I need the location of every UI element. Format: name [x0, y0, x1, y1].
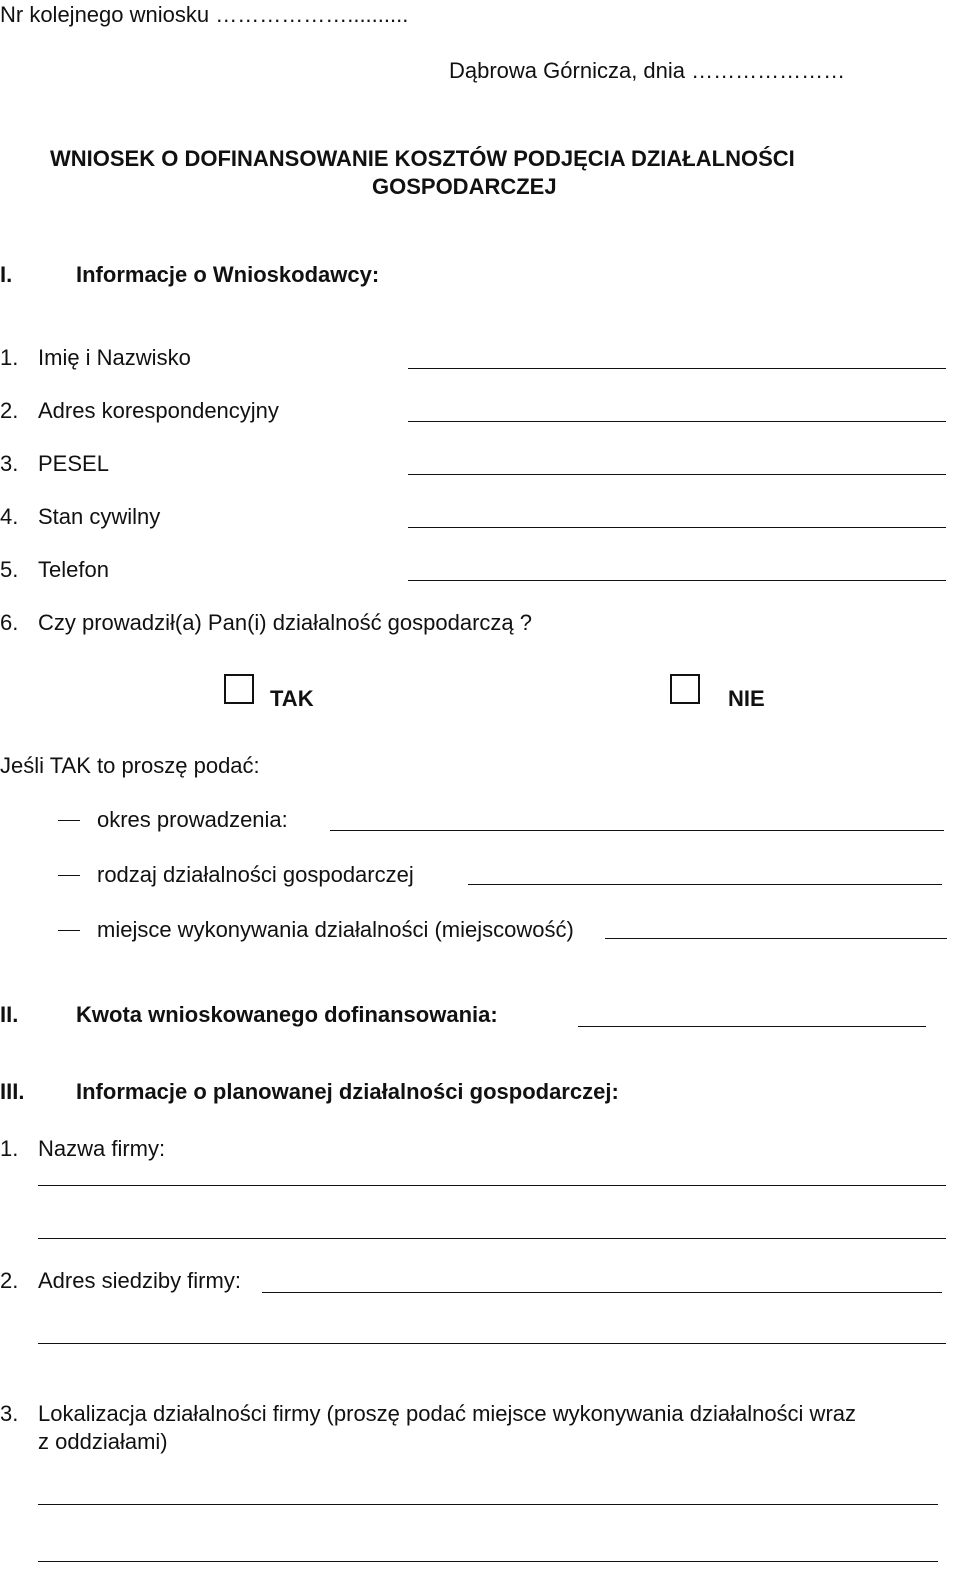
field-line-address[interactable] — [408, 421, 946, 422]
item-number: 2. — [0, 1268, 19, 1293]
field-label-phone: Telefon — [38, 557, 109, 582]
field-line-pesel[interactable] — [408, 474, 946, 475]
section3-number: III. — [0, 1079, 25, 1104]
question-number: 6. — [0, 610, 19, 635]
form-title-line1: WNIOSEK O DOFINANSOWANIE KOSZTÓW PODJĘCIA DZIAŁALNOŚCI — [50, 146, 795, 171]
application-number: Nr kolejnego wniosku ……………….......... — [0, 2, 409, 27]
company-name-line-2[interactable] — [38, 1238, 946, 1239]
detail-label-duration: okres prowadzenia: — [97, 807, 288, 832]
if-yes-instruction: Jeśli TAK to proszę podać: — [0, 753, 260, 778]
company-address-line-2[interactable] — [38, 1343, 946, 1344]
item-label-company-address: Adres siedziby firmy: — [38, 1268, 241, 1293]
field-number: 4. — [0, 504, 19, 529]
form-title-line2: GOSPODARCZEJ — [372, 174, 557, 199]
field-line-name[interactable] — [408, 368, 946, 369]
field-line-phone[interactable] — [408, 580, 946, 581]
dash-bullet — [58, 820, 80, 821]
item-number: 1. — [0, 1136, 19, 1161]
checkbox-yes[interactable] — [224, 674, 254, 704]
location-line-1[interactable] — [38, 1504, 938, 1505]
item-label-location-line1: Lokalizacja działalności firmy (proszę podać miejsce wykonywania działalności wraz — [38, 1401, 857, 1426]
item-label-location-line2: z oddziałami) — [38, 1429, 168, 1454]
section2-number: II. — [0, 1002, 19, 1027]
field-number: 3. — [0, 451, 19, 476]
place-and-date: Dąbrowa Górnicza, dnia ………………… — [449, 58, 846, 83]
detail-line-business-location[interactable] — [605, 938, 947, 939]
section1-heading: Informacje o Wnioskodawcy: — [76, 262, 380, 287]
item-number: 3. — [0, 1401, 19, 1426]
location-line-2[interactable] — [38, 1561, 938, 1562]
field-label-address: Adres korespondencyjny — [38, 398, 279, 423]
field-label-marital-status: Stan cywilny — [38, 504, 161, 529]
section3-heading: Informacje o planowanej działalności gospodarczej: — [76, 1079, 619, 1104]
detail-label-business-type: rodzaj działalności gospodarczej — [97, 862, 414, 887]
company-name-line-1[interactable] — [38, 1185, 946, 1186]
field-number: 2. — [0, 398, 19, 423]
detail-line-duration[interactable] — [330, 830, 944, 831]
company-address-line-1[interactable] — [262, 1292, 942, 1293]
section1-number: I. — [0, 262, 13, 287]
detail-line-business-type[interactable] — [468, 884, 942, 885]
field-line-marital-status[interactable] — [408, 527, 946, 528]
detail-label-business-location: miejsce wykonywania działalności (miejscowość) — [97, 917, 574, 942]
dash-bullet — [58, 930, 80, 931]
dash-bullet — [58, 875, 80, 876]
question-prior-business: Czy prowadził(a) Pan(i) działalność gospodarczą ? — [38, 610, 533, 635]
section2-heading: Kwota wnioskowanego dofinansowania: — [76, 1002, 498, 1027]
option-no-label: NIE — [728, 686, 765, 711]
checkbox-no[interactable] — [670, 674, 700, 704]
field-number: 5. — [0, 557, 19, 582]
item-label-company-name: Nazwa firmy: — [38, 1136, 166, 1161]
field-number: 1. — [0, 345, 19, 370]
field-label-pesel: PESEL — [38, 451, 109, 476]
field-label-name: Imię i Nazwisko — [38, 345, 191, 370]
funding-amount-line[interactable] — [578, 1026, 926, 1027]
option-yes-label: TAK — [270, 686, 314, 711]
